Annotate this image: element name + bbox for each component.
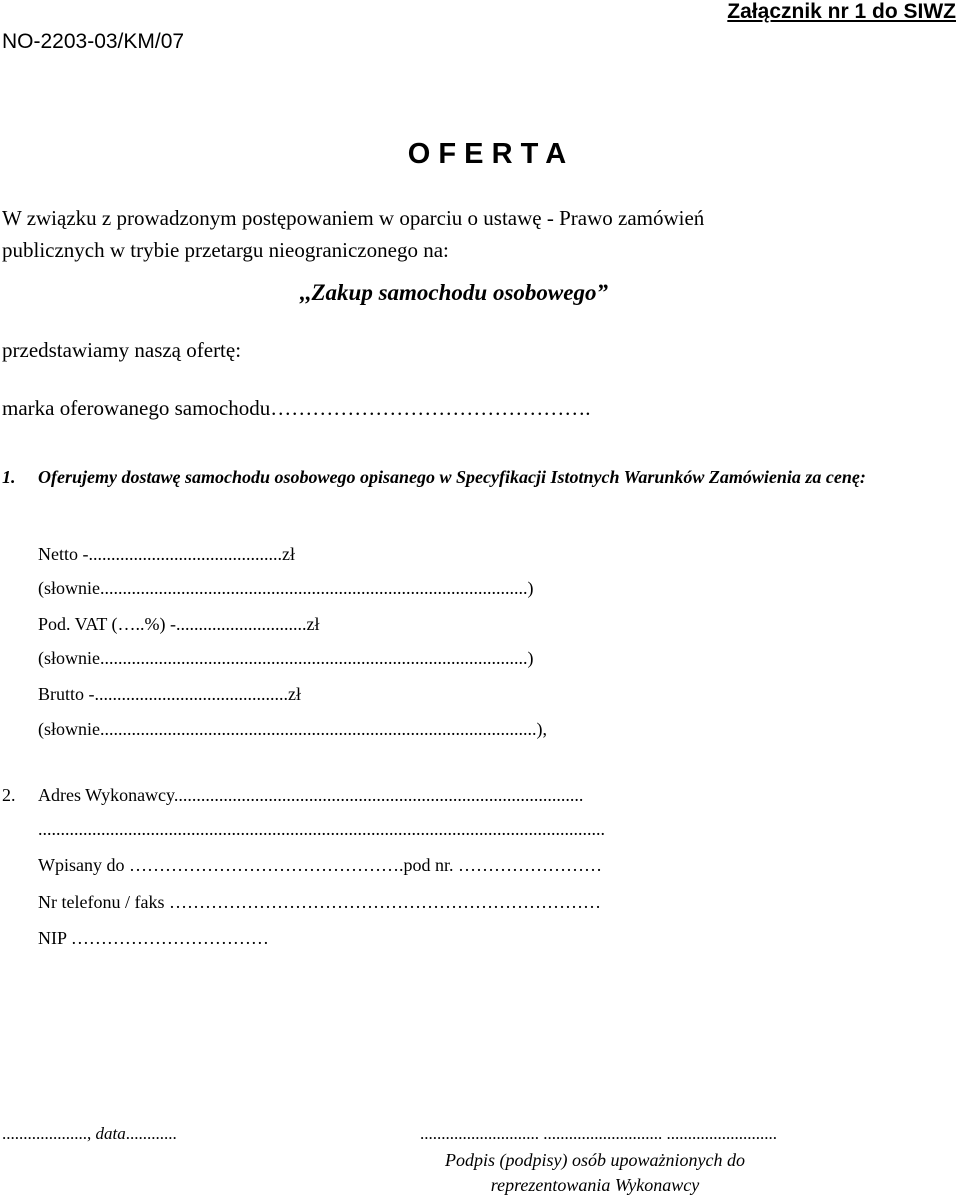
contractor-address-field [2, 785, 583, 806]
item-1-text: Oferujemy dostawę samochodu osobowego opisanego w Specyfikacji Istotnych Warunków Zamówienia za cenę: [38, 467, 866, 487]
intro-line-1: W związku z prowadzonym postępowaniem w oparciu o ustawę - Prawo zamówień [2, 206, 705, 230]
page-title-text: O F E R T A [407, 138, 567, 170]
car-brand-field: marka oferowanego samochodu………………………………………. [2, 396, 591, 420]
registration-field: Wpisany do ……………………………………….pod nr. …………………… [38, 855, 602, 875]
place-dots: ...................., [2, 1124, 96, 1143]
document-reference: NO-2203-03/KM/07 [2, 30, 185, 53]
signature-caption: Podpis (podpisy) osób upoważnionych do reprezentowania Wykonawcy [445, 1150, 745, 1195]
item-2-number: 2. [2, 785, 16, 805]
place-date-field [2, 1124, 177, 1144]
offer-intro: przedstawiamy naszą ofertę: [2, 338, 242, 362]
contractor-address-label: Adres Wykonawcy........................................................................................... [38, 785, 584, 805]
attachment-label: Załącznik nr 1 do SIWZ [727, 0, 956, 23]
procurement-subject: ,,Zakup samochodu osobowego” [300, 280, 608, 305]
brutto-words-field: (słownie.................................................................................................), [38, 719, 547, 739]
netto-price-field: Netto -...........................................zł [38, 544, 295, 564]
item-1-offer [2, 465, 942, 489]
nip-field: NIP …………………………… [38, 928, 269, 948]
page-title [0, 138, 960, 171]
vat-words-field: (słownie...............................................................................................) [38, 648, 534, 668]
brutto-price-field: Brutto -...........................................zł [38, 684, 301, 704]
signature-line: ............................ ............................ .......................... [420, 1124, 777, 1143]
vat-field: Pod. VAT (…..%) -.............................zł [38, 614, 320, 634]
item-1-number: 1. [2, 467, 16, 487]
date-dots: ............ [125, 1124, 177, 1143]
phone-fax-field: Nr telefonu / faks ……………………………………………………………… [38, 892, 601, 912]
date-label: data [95, 1124, 126, 1143]
netto-words-field: (słownie...............................................................................................) [38, 578, 534, 598]
intro-line-2: publicznych w trybie przetargu nieograniczonego na: [2, 238, 449, 262]
contractor-address-continuation: .............................................................................................................................. [38, 819, 605, 839]
